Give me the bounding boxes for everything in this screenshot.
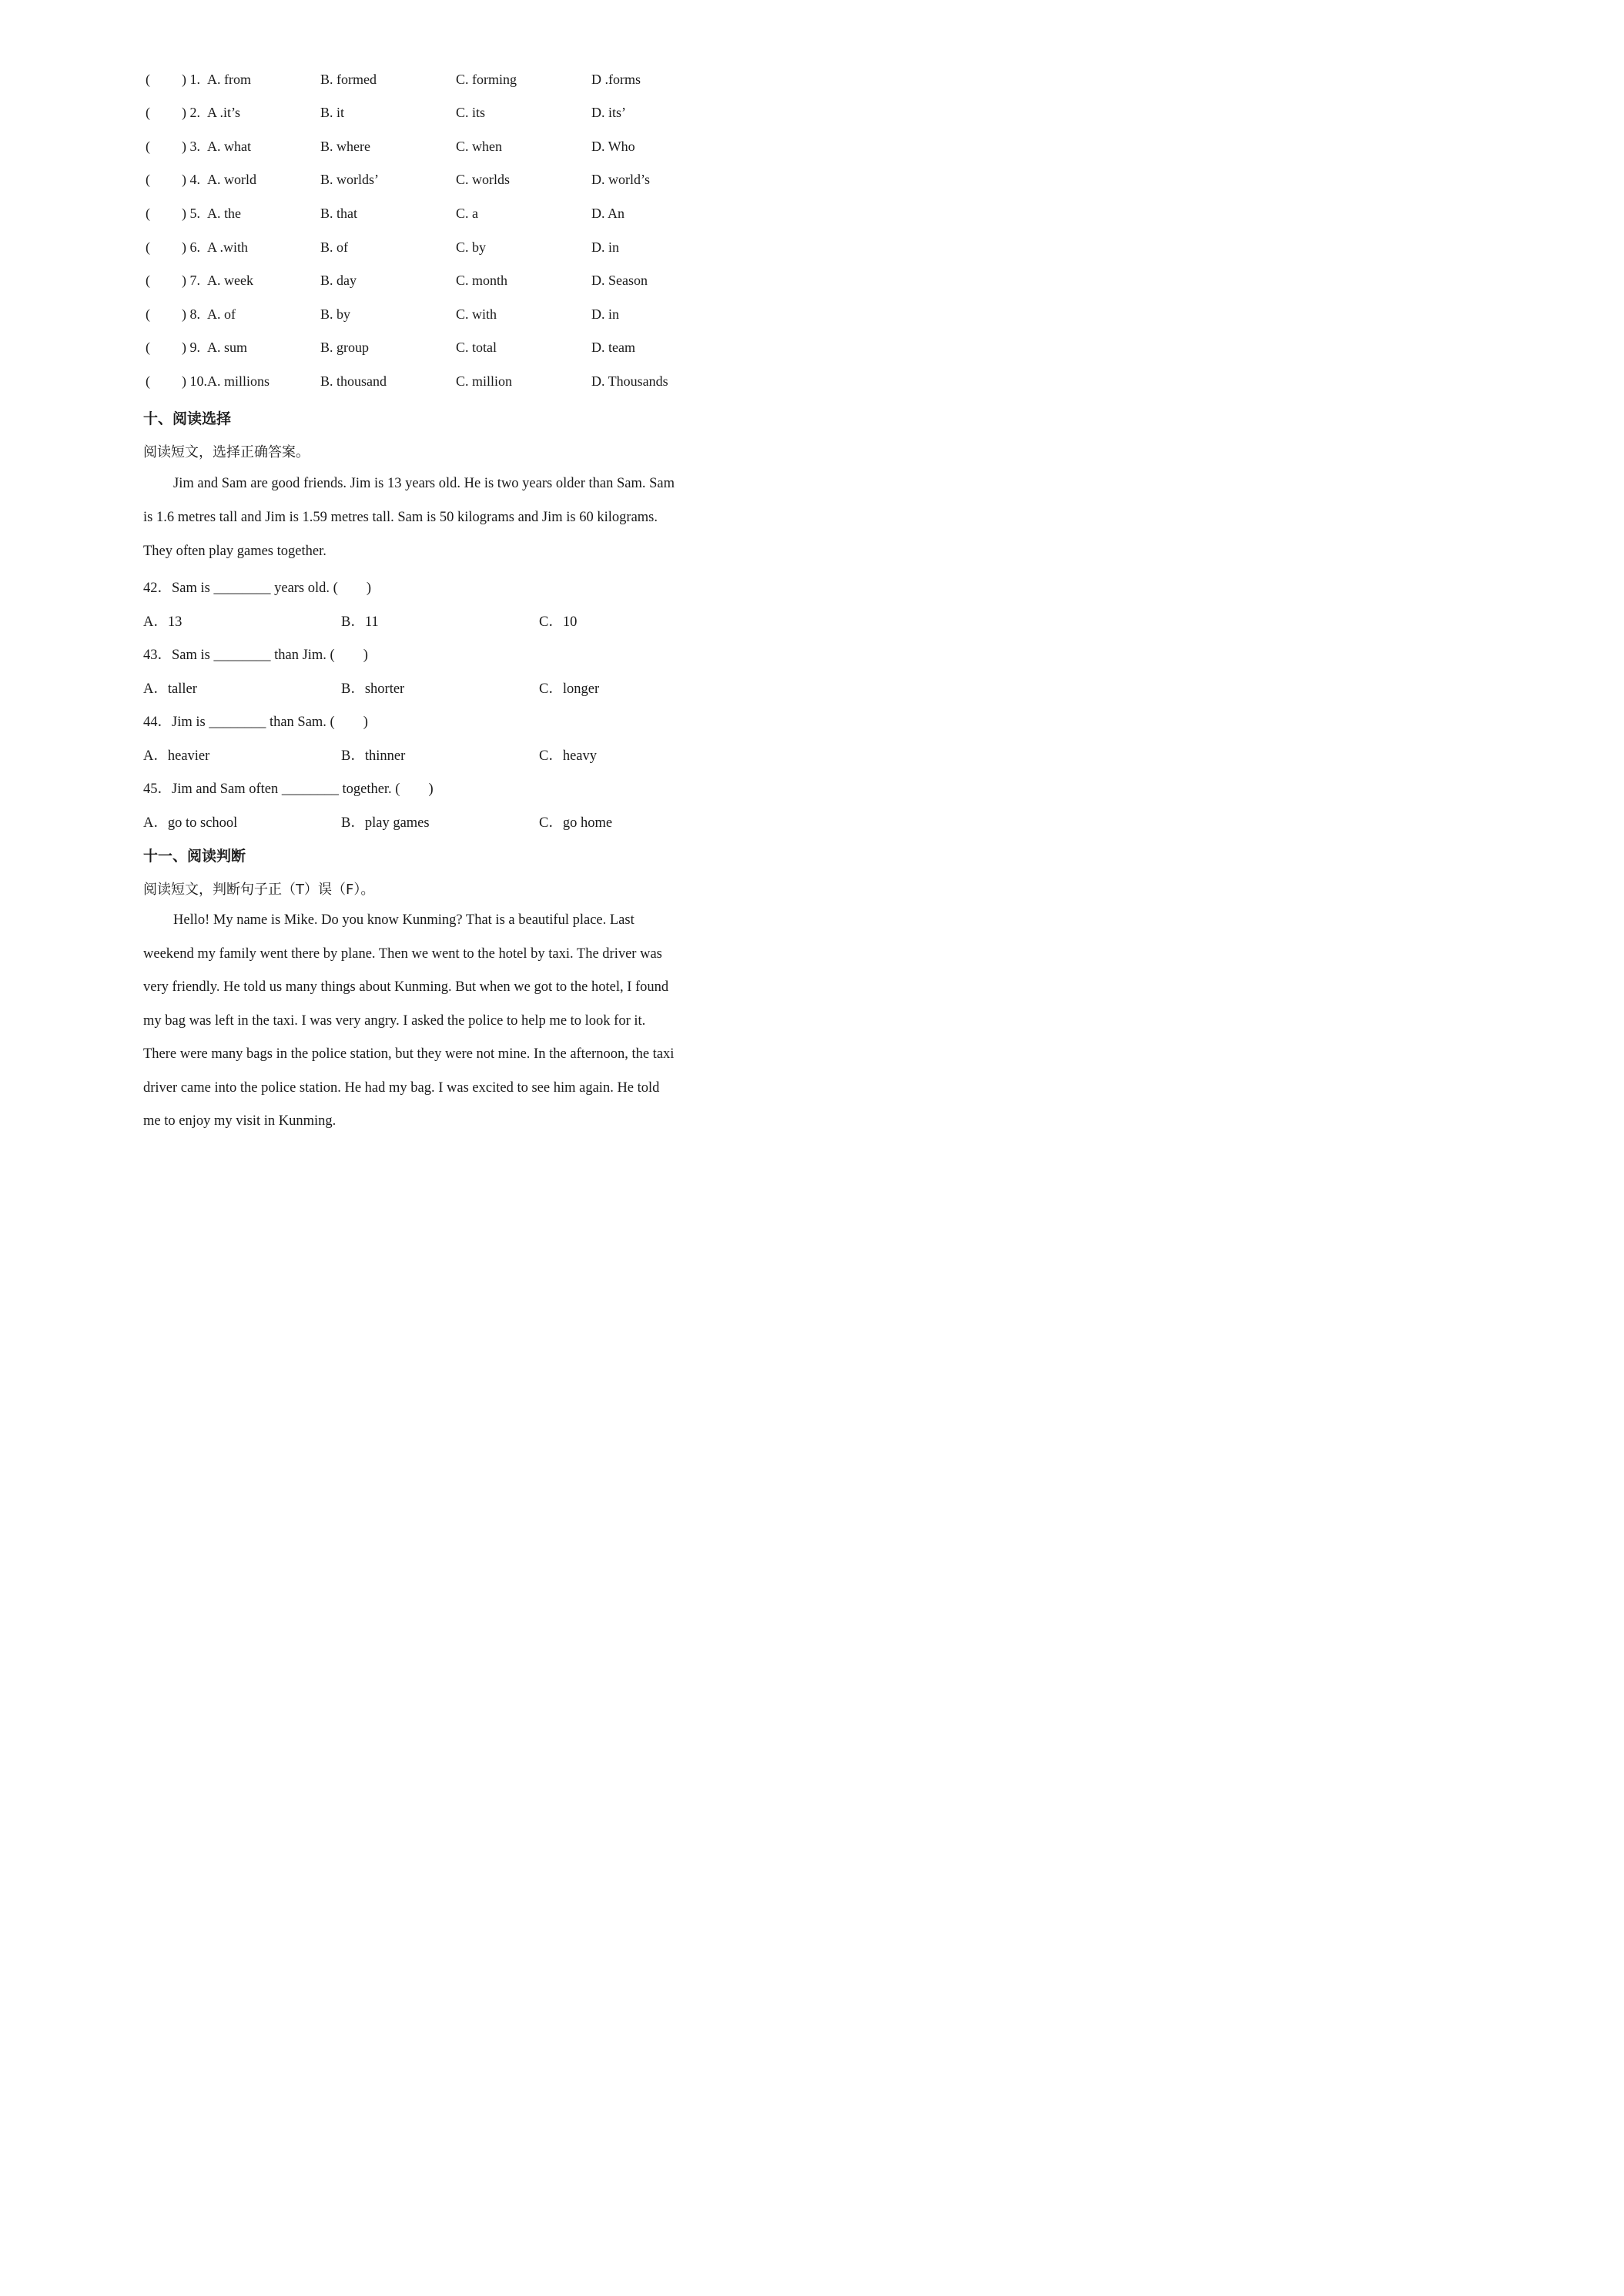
option-b: B. of [320,239,348,255]
question-number: ) 1. [182,72,200,87]
question-stem: 42．Sam is ________ years old. ( ) [143,581,371,596]
cloze-row-3 [0,139,849,169]
choice-c: C．go home [539,815,613,831]
option-b: B. it [320,105,345,120]
choice-a: A．taller [143,681,197,697]
option-b: B. worlds’ [320,172,379,187]
choice-b: B．play games [341,815,430,831]
choice-a: A．13 [143,614,182,630]
answer-paren: ( [146,340,150,355]
option-b: B. that [320,206,357,221]
option-a: A .with [207,239,249,255]
passage-line: Jim and Sam are good friends. Jim is 13 years old. He is two years older than Sam. Sam [173,476,675,491]
answer-paren: ( [146,105,150,120]
section-instruction: 阅读短文，选择正确答案。 [143,444,310,460]
question-number: ) 9. [182,340,200,355]
choice-c: C．heavy [539,748,598,764]
option-d: D. in [591,306,619,322]
passage-line: driver came into the police station. He had my bag. I was excited to see him again. He told [143,1080,660,1096]
question-number: ) 8. [182,306,200,322]
cloze-row-9 [0,340,849,370]
option-a: A. week [207,273,253,288]
option-d: D. in [591,239,619,255]
answer-paren: ( [146,373,150,389]
worksheet-page [0,0,849,1200]
option-d: D. world’s [591,172,650,187]
answer-paren: ( [146,306,150,322]
passage-line: very friendly. He told us many things about Kunming. But when we got to the hotel, I found [143,979,669,995]
cloze-row-2 [0,105,849,136]
question-choices [0,812,849,835]
question-choices [0,678,849,701]
answer-paren: ( [146,139,150,154]
option-d: D. Season [591,273,648,288]
question-number: ) 2. [182,105,200,120]
answer-paren: ( [146,72,150,87]
passage-line: my bag was left in the taxi. I was very angry. I asked the police to help me to look for it. [143,1013,646,1029]
option-b: B. by [320,306,351,322]
option-c: C. a [456,206,478,221]
question-number: ) 4. [182,172,200,187]
option-c: C. million [456,373,513,389]
option-d: D. Who [591,139,635,154]
option-b: B. thousand [320,373,387,389]
option-d: D. its’ [591,105,626,120]
answer-paren: ( [146,206,150,221]
option-a: A. of [207,306,236,322]
answer-paren: ( [146,172,150,187]
option-c: C. month [456,273,508,288]
option-b: B. formed [320,72,377,87]
question-stem: 45．Jim and Sam often ________ together. ( ) [143,782,434,797]
question-number: ) 10. [182,373,207,389]
option-a: A. from [207,72,251,87]
choice-b: B．11 [341,614,379,630]
option-c: C. total [456,340,497,355]
option-c: C. by [456,239,487,255]
option-d: D. team [591,340,635,355]
cloze-row-4 [0,172,849,202]
passage-line: me to enjoy my visit in Kunming. [143,1113,337,1129]
cloze-row-6 [0,239,849,270]
answer-paren: ( [146,273,150,288]
passage-line: Hello! My name is Mike. Do you know Kunming? That is a beautiful place. Last [173,912,635,928]
option-a: A. millions [207,373,270,389]
option-d: D .forms [591,72,641,87]
option-a: A. the [207,206,241,221]
section-heading: 十、阅读选择 [143,410,232,427]
cloze-row-8 [0,306,849,337]
option-c: C. with [456,306,497,322]
choice-b: B．thinner [341,748,406,764]
passage-line: There were many bags in the police station, but they were not mine. In the afternoon, the taxi [143,1046,675,1062]
section-instruction: 阅读短文，判断句子正（T）误（F）。 [143,882,375,898]
option-c: C. forming [456,72,517,87]
choice-a: A．heavier [143,748,210,764]
question-choices [0,745,849,768]
choice-a: A．go to school [143,815,238,831]
option-a: A. what [207,139,251,154]
cloze-row-10 [0,373,849,404]
passage-line: weekend my family went there by plane. Then we went to the hotel by taxi. The driver was [143,946,662,962]
option-c: C. when [456,139,502,154]
question-stem: 44．Jim is ________ than Sam. ( ) [143,715,368,730]
option-a: A .it’s [207,105,241,120]
choice-b: B．shorter [341,681,405,697]
option-a: A. world [207,172,256,187]
option-c: C. its [456,105,486,120]
option-d: D. An [591,206,625,221]
cloze-row-7 [0,273,849,303]
passage-line: They often play games together. [143,544,326,559]
passage-line: is 1.6 metres tall and Jim is 1.59 metres tall. Sam is 50 kilograms and Jim is 60 kilograms. [143,510,658,525]
option-c: C. worlds [456,172,511,187]
choice-c: C．10 [539,614,578,630]
option-d: D. Thousands [591,373,668,389]
question-choices [0,611,849,634]
cloze-row-1 [0,72,849,102]
section-heading: 十一、阅读判断 [143,848,246,865]
question-stem: 43．Sam is ________ than Jim. ( ) [143,648,368,663]
option-b: B. group [320,340,369,355]
answer-paren: ( [146,239,150,255]
question-number: ) 7. [182,273,200,288]
question-number: ) 3. [182,139,200,154]
option-b: B. day [320,273,357,288]
option-b: B. where [320,139,370,154]
choice-c: C．longer [539,681,600,697]
cloze-row-5 [0,206,849,236]
option-a: A. sum [207,340,248,355]
question-number: ) 6. [182,239,200,255]
question-number: ) 5. [182,206,200,221]
